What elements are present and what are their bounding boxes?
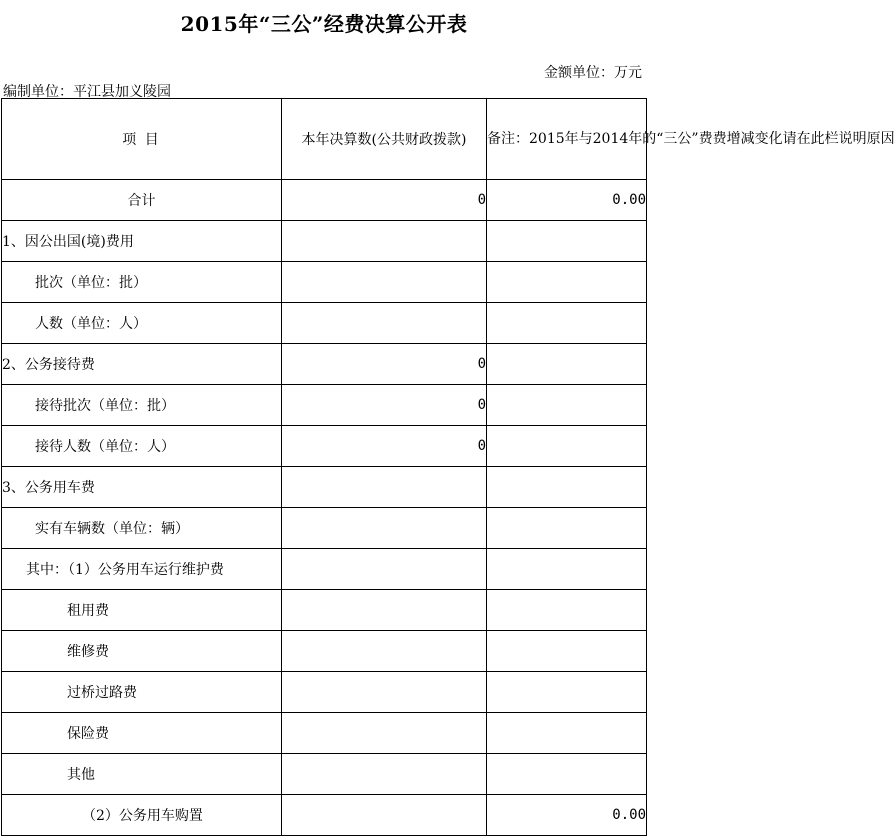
organization-label: 编制单位：平江县加义陵园 — [3, 84, 171, 100]
table-row — [2, 221, 647, 262]
row-label: 过桥过路费 — [2, 672, 282, 713]
header-amount: 本年决算数(公共财政拨款) — [282, 99, 487, 180]
row-amount — [282, 713, 487, 754]
row-amount — [282, 467, 487, 508]
row-amount: 0 — [282, 385, 487, 426]
row-note — [487, 385, 647, 426]
table-row — [2, 754, 647, 795]
row-amount: 0 — [282, 180, 487, 221]
table-row — [2, 713, 647, 754]
row-amount: 0 — [282, 344, 487, 385]
table-row — [2, 508, 647, 549]
table-header-row — [2, 99, 647, 180]
row-amount — [282, 631, 487, 672]
row-note — [487, 631, 647, 672]
table-row — [2, 344, 647, 385]
header-item: 项 目 — [2, 99, 282, 180]
row-label: 人数（单位：人） — [2, 303, 282, 344]
table-row — [2, 549, 647, 590]
row-note — [487, 672, 647, 713]
row-label: 接待批次（单位：批） — [2, 385, 282, 426]
row-amount — [282, 754, 487, 795]
row-note — [487, 426, 647, 467]
row-note — [487, 221, 647, 262]
row-note: 0.00 — [487, 795, 647, 836]
row-note — [487, 303, 647, 344]
table-row — [2, 672, 647, 713]
row-amount — [282, 303, 487, 344]
row-note — [487, 590, 647, 631]
row-label: 批次（单位：批） — [2, 262, 282, 303]
row-note — [487, 262, 647, 303]
amount-unit-label: 金额单位：万元 — [544, 65, 642, 81]
expense-table — [1, 98, 895, 836]
row-amount — [282, 590, 487, 631]
row-label: 其他 — [2, 754, 282, 795]
row-label: 其中：（1）公务用车运行维护费 — [2, 549, 282, 590]
row-label: （2）公务用车购置 — [2, 795, 282, 836]
table-row — [2, 426, 647, 467]
row-label: 1、因公出国(境)费用 — [2, 221, 282, 262]
table-row — [2, 180, 647, 221]
table-row — [2, 795, 647, 836]
header-note: 备注：2015年与2014年的“三公”费费增减变化请在此栏说明原因 — [487, 99, 647, 180]
table-row — [2, 385, 647, 426]
row-label: 接待人数（单位：人） — [2, 426, 282, 467]
row-label: 租用费 — [2, 590, 282, 631]
table-row — [2, 262, 647, 303]
row-note — [487, 508, 647, 549]
row-note — [487, 549, 647, 590]
row-amount — [282, 221, 487, 262]
row-amount — [282, 795, 487, 836]
row-label-total: 合计 — [2, 180, 282, 221]
row-amount — [282, 672, 487, 713]
row-note — [487, 467, 647, 508]
table-row — [2, 631, 647, 672]
table-row — [2, 590, 647, 631]
row-note — [487, 754, 647, 795]
row-amount — [282, 262, 487, 303]
row-label: 实有车辆数（单位：辆） — [2, 508, 282, 549]
row-label: 维修费 — [2, 631, 282, 672]
row-amount — [282, 508, 487, 549]
row-amount: 0 — [282, 426, 487, 467]
row-label: 2、公务接待费 — [2, 344, 282, 385]
table-row — [2, 303, 647, 344]
row-note: 0.00 — [487, 180, 647, 221]
row-note — [487, 713, 647, 754]
page-title: 2015年“三公”经费决算公开表 — [180, 12, 468, 36]
row-note — [487, 344, 647, 385]
row-label: 保险费 — [2, 713, 282, 754]
row-label: 3、公务用车费 — [2, 467, 282, 508]
table-row — [2, 467, 647, 508]
row-amount — [282, 549, 487, 590]
